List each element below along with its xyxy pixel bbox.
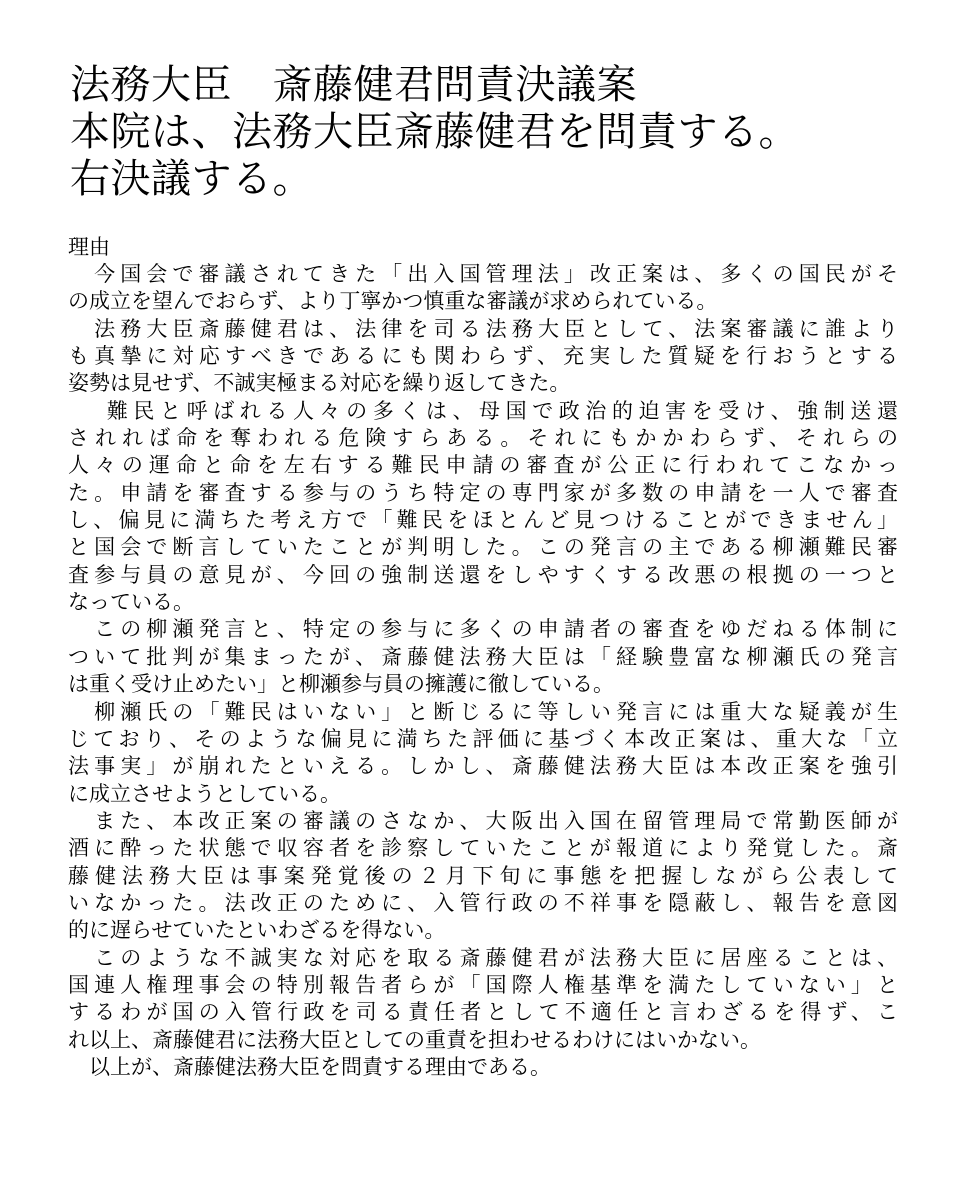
body-text-line: の成立を望んでおらず、より丁寧かつ慎重な審議が求められている。 (68, 289, 718, 314)
body-text-line: 今国会で審議されてきた「出入国管理法」改正案は、多くの国民がそ (68, 262, 898, 286)
body-text-line: は重く受け止めたい」と柳瀬参与員の擁護に徹している。 (68, 672, 614, 697)
body-text-line: 法務大臣斎藤健君は、法律を司る法務大臣として、法案審議に誰より (68, 316, 898, 341)
body-text-line: 難民と呼ばれる人々の多くは、母国で政治的迫害を受け、強制送還 (68, 398, 898, 423)
body-text-line: この柳瀬発言と、特定の参与に多くの申請者の審査をゆだねる体制に (68, 617, 898, 642)
body-text-line: た。申請を審査する参与のうち特定の専門家が多数の申請を一人で審査 (68, 480, 898, 505)
body-text-line: また、本改正案の審議のさなか、大阪出入国在留管理局で常勤医師が (68, 808, 898, 833)
body-text-line: ついて批判が集まったが、斎藤健法務大臣は「経験豊富な柳瀬氏の発言 (68, 644, 898, 669)
body-text-line: し、偏見に満ちた考え方で「難民をほとんど見つけることができません」 (68, 508, 898, 533)
reason-body (68, 261, 898, 1081)
body-text-line: に成立させようとしている。 (68, 781, 341, 806)
reason-heading: 理由 (68, 235, 110, 259)
body-text-line: 法事実」が崩れたといえる。しかし、斎藤健法務大臣は本改正案を強引 (68, 754, 898, 779)
body-text-line: このような不誠実な対応を取る斎藤健君が法務大臣に居座ることは、 (68, 945, 898, 970)
body-text-line: 的に遅らせていたといわざるを得ない。 (68, 918, 446, 943)
body-text-line: 藤健法務大臣は事案発覚後の２月下旬に事態を把握しながら公表して (68, 863, 898, 888)
body-text-line: なっている。 (68, 590, 194, 615)
body-text-line: 柳瀬氏の「難民はいない」と断じるに等しい発言には重大な疑義が生 (68, 699, 898, 724)
body-text-line: 国連人権理事会の特別報告者らが「国際人権基準を満たしていない」と (68, 972, 898, 997)
body-text-line: 以上が、斎藤健法務大臣を問責する理由である。 (68, 1054, 551, 1079)
reason-section (68, 233, 898, 1081)
body-text-line: 姿勢は見せず、不誠実極まる対応を繰り返してきた。 (68, 371, 571, 396)
body-text-line: するわが国の入管行政を司る責任者として不適任と言わざるを得ず、こ (68, 1000, 898, 1025)
body-text-line: れ以上、斎藤健君に法務大臣としての重責を担わせるわけにはいかない。 (68, 1027, 761, 1052)
body-text-line: 酒に酔った状態で収容者を診察していたことが報道により発覚した。斎 (68, 836, 898, 861)
body-text-line: されれば命を奪われる危険すらある。それにもかかわらず、それらの (68, 426, 898, 451)
title-line: 右決議する。 (70, 156, 313, 202)
body-text-line: も真摯に対応すべきであるにも関わらず、充実した質疑を行おうとする (68, 344, 898, 369)
body-text-line: じており、そのような偏見に満ちた評価に基づく本改正案は、重大な「立 (68, 726, 898, 751)
body-text-line: いなかった。法改正のために、入管行政の不祥事を隠蔽し、報告を意図 (68, 890, 898, 915)
resolution-title (70, 62, 930, 203)
title-line: 法務大臣 斎藤健君問責決議案 (70, 62, 637, 108)
body-text-line: 人々の運命と命を左右する難民申請の審査が公正に行われてこなかっ (68, 453, 898, 478)
body-text-line: と国会で断言していたことが判明した。この発言の主である柳瀬難民審 (68, 535, 898, 560)
title-line: 本院は、法務大臣斎藤健君を問責する。 (70, 109, 799, 155)
body-text-line: 査参与員の意見が、今回の強制送還をしやすくする改悪の根拠の一つと (68, 562, 898, 587)
